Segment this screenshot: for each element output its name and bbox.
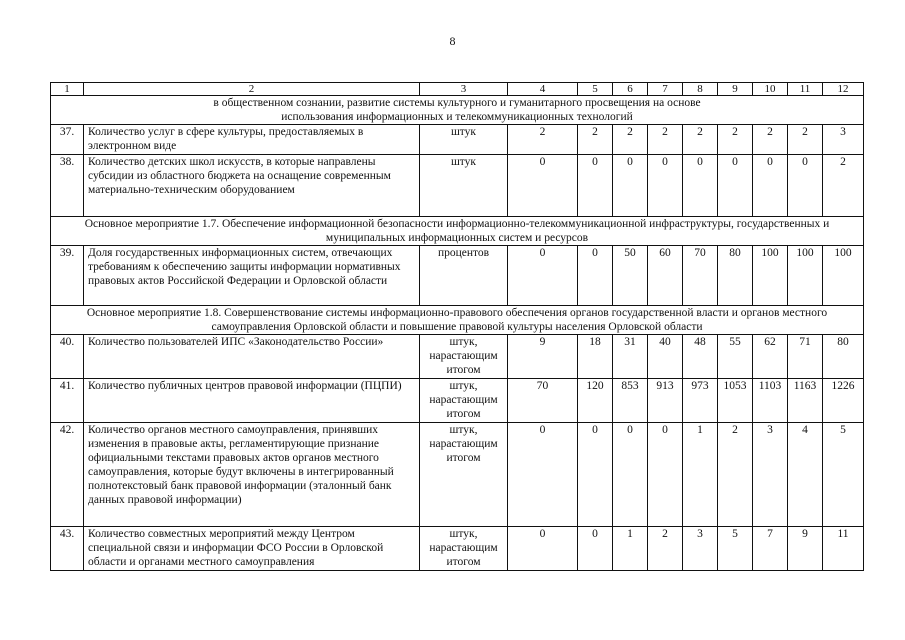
value-cell: 2 [788,125,823,155]
unit: штук, нарастающим итогом [420,379,508,423]
value-cell: 913 [648,379,683,423]
value-cell: 62 [753,335,788,379]
header-cell: 1 [51,83,84,96]
unit: штук, нарастающим итогом [420,335,508,379]
value-cell: 0 [648,155,683,217]
header-cell: 10 [753,83,788,96]
value-cell: 0 [578,246,613,306]
value-cell: 1053 [718,379,753,423]
value-cell: 0 [613,155,648,217]
unit: процентов [420,246,508,306]
value-cell: 1 [683,423,718,527]
value-cell: 70 [683,246,718,306]
header-cell: 4 [508,83,578,96]
value-cell: 3 [823,125,864,155]
value-cell: 80 [718,246,753,306]
section-title-1-7: Основное мероприятие 1.7. Обеспечение информационной безопасности информационно-телекоммуникационной инфраструктуры, государственных и муниципальных информационных систем и ресурсов [51,217,864,246]
indicator-name: Количество пользователей ИПС «Законодательство России» [84,335,420,379]
row-number: 43. [51,527,84,571]
value-cell: 11 [823,527,864,571]
value-cell: 0 [683,155,718,217]
value-cell: 50 [613,246,648,306]
table-row [51,335,864,379]
row-number: 42. [51,423,84,527]
value-cell: 0 [508,246,578,306]
header-cell: 8 [683,83,718,96]
header-cell: 12 [823,83,864,96]
unit: штук [420,125,508,155]
page-number: 8 [449,34,456,48]
value-cell: 18 [578,335,613,379]
value-cell: 4 [788,423,823,527]
value-cell: 0 [578,423,613,527]
value-cell: 3 [683,527,718,571]
value-cell: 0 [788,155,823,217]
value-cell: 120 [578,379,613,423]
table-row [51,423,864,527]
indicators-table [50,82,864,571]
value-cell: 100 [753,246,788,306]
value-cell: 2 [648,527,683,571]
row-number: 38. [51,155,84,217]
value-cell: 1103 [753,379,788,423]
table-row [51,379,864,423]
value-cell: 71 [788,335,823,379]
row-number: 40. [51,335,84,379]
value-cell: 80 [823,335,864,379]
indicator-name: Количество услуг в сфере культуры, предоставляемых в электронном виде [84,125,420,155]
header-cell: 5 [578,83,613,96]
value-cell: 5 [823,423,864,527]
value-cell: 0 [753,155,788,217]
value-cell: 0 [508,527,578,571]
value-cell: 5 [718,527,753,571]
section-row [51,306,864,335]
value-cell: 973 [683,379,718,423]
value-cell: 70 [508,379,578,423]
header-cell: 2 [84,83,420,96]
indicator-name: Доля государственных информационных систем, отвечающих требованиям к обеспечению защиты информации нормативных правовых актов Российской Федерации и Орловской области [84,246,420,306]
header-cell: 6 [613,83,648,96]
section-title-1-8: Основное мероприятие 1.8. Совершенствование системы информационно-правового обеспечения органов государственной власти и органов местного самоуправления Орловской области и повышение правовой культуры населения Орловской области [51,306,864,335]
row-number: 37. [51,125,84,155]
value-cell: 0 [508,423,578,527]
value-cell: 2 [683,125,718,155]
value-cell: 1163 [788,379,823,423]
section-row [51,96,864,125]
row-number: 39. [51,246,84,306]
value-cell: 0 [578,527,613,571]
value-cell: 1 [613,527,648,571]
value-cell: 9 [788,527,823,571]
value-cell: 1226 [823,379,864,423]
header-cell: 7 [648,83,683,96]
table-row [51,125,864,155]
value-cell: 0 [578,155,613,217]
indicator-name: Количество органов местного самоуправления, принявших изменения в правовые акты, регламентирующие признание официальными текстами правовых актов органов местного самоуправления, которые будут включены в интегрированный полнотекстовый банк правовой информации (эталонный банк данных правовой информации) [84,423,420,527]
indicator-name: Количество детских школ искусств, в которые направлены субсидии из областного бюджета на оснащение современным материально-техническим оборудованием [84,155,420,217]
value-cell: 48 [683,335,718,379]
indicator-name: Количество совместных мероприятий между Центром специальной связи и информации ФСО России в Орловской области и органами местного самоуправления [84,527,420,571]
table-row [51,246,864,306]
value-cell: 100 [823,246,864,306]
value-cell: 40 [648,335,683,379]
value-cell: 7 [753,527,788,571]
table-row [51,527,864,571]
unit: штук [420,155,508,217]
row-number: 41. [51,379,84,423]
value-cell: 60 [648,246,683,306]
value-cell: 0 [508,155,578,217]
section-continuation: в общественном сознании, развитие системы культурного и гуманитарного просвещения на основе использования информационных и телекоммуникационных технологий [51,96,864,125]
value-cell: 2 [753,125,788,155]
indicator-name: Количество публичных центров правовой информации (ПЦПИ) [84,379,420,423]
value-cell: 55 [718,335,753,379]
value-cell: 2 [613,125,648,155]
value-cell: 2 [508,125,578,155]
value-cell: 2 [648,125,683,155]
value-cell: 853 [613,379,648,423]
value-cell: 2 [718,423,753,527]
value-cell: 2 [823,155,864,217]
section-row [51,217,864,246]
value-cell: 0 [613,423,648,527]
value-cell: 100 [788,246,823,306]
value-cell: 0 [718,155,753,217]
value-cell: 31 [613,335,648,379]
value-cell: 2 [578,125,613,155]
header-cell: 9 [718,83,753,96]
value-cell: 0 [648,423,683,527]
header-cell: 11 [788,83,823,96]
unit: штук, нарастающим итогом [420,423,508,527]
value-cell: 2 [718,125,753,155]
value-cell: 9 [508,335,578,379]
header-cell: 3 [420,83,508,96]
value-cell: 3 [753,423,788,527]
table-row [51,155,864,217]
unit: штук, нарастающим итогом [420,527,508,571]
header-row [51,83,864,96]
